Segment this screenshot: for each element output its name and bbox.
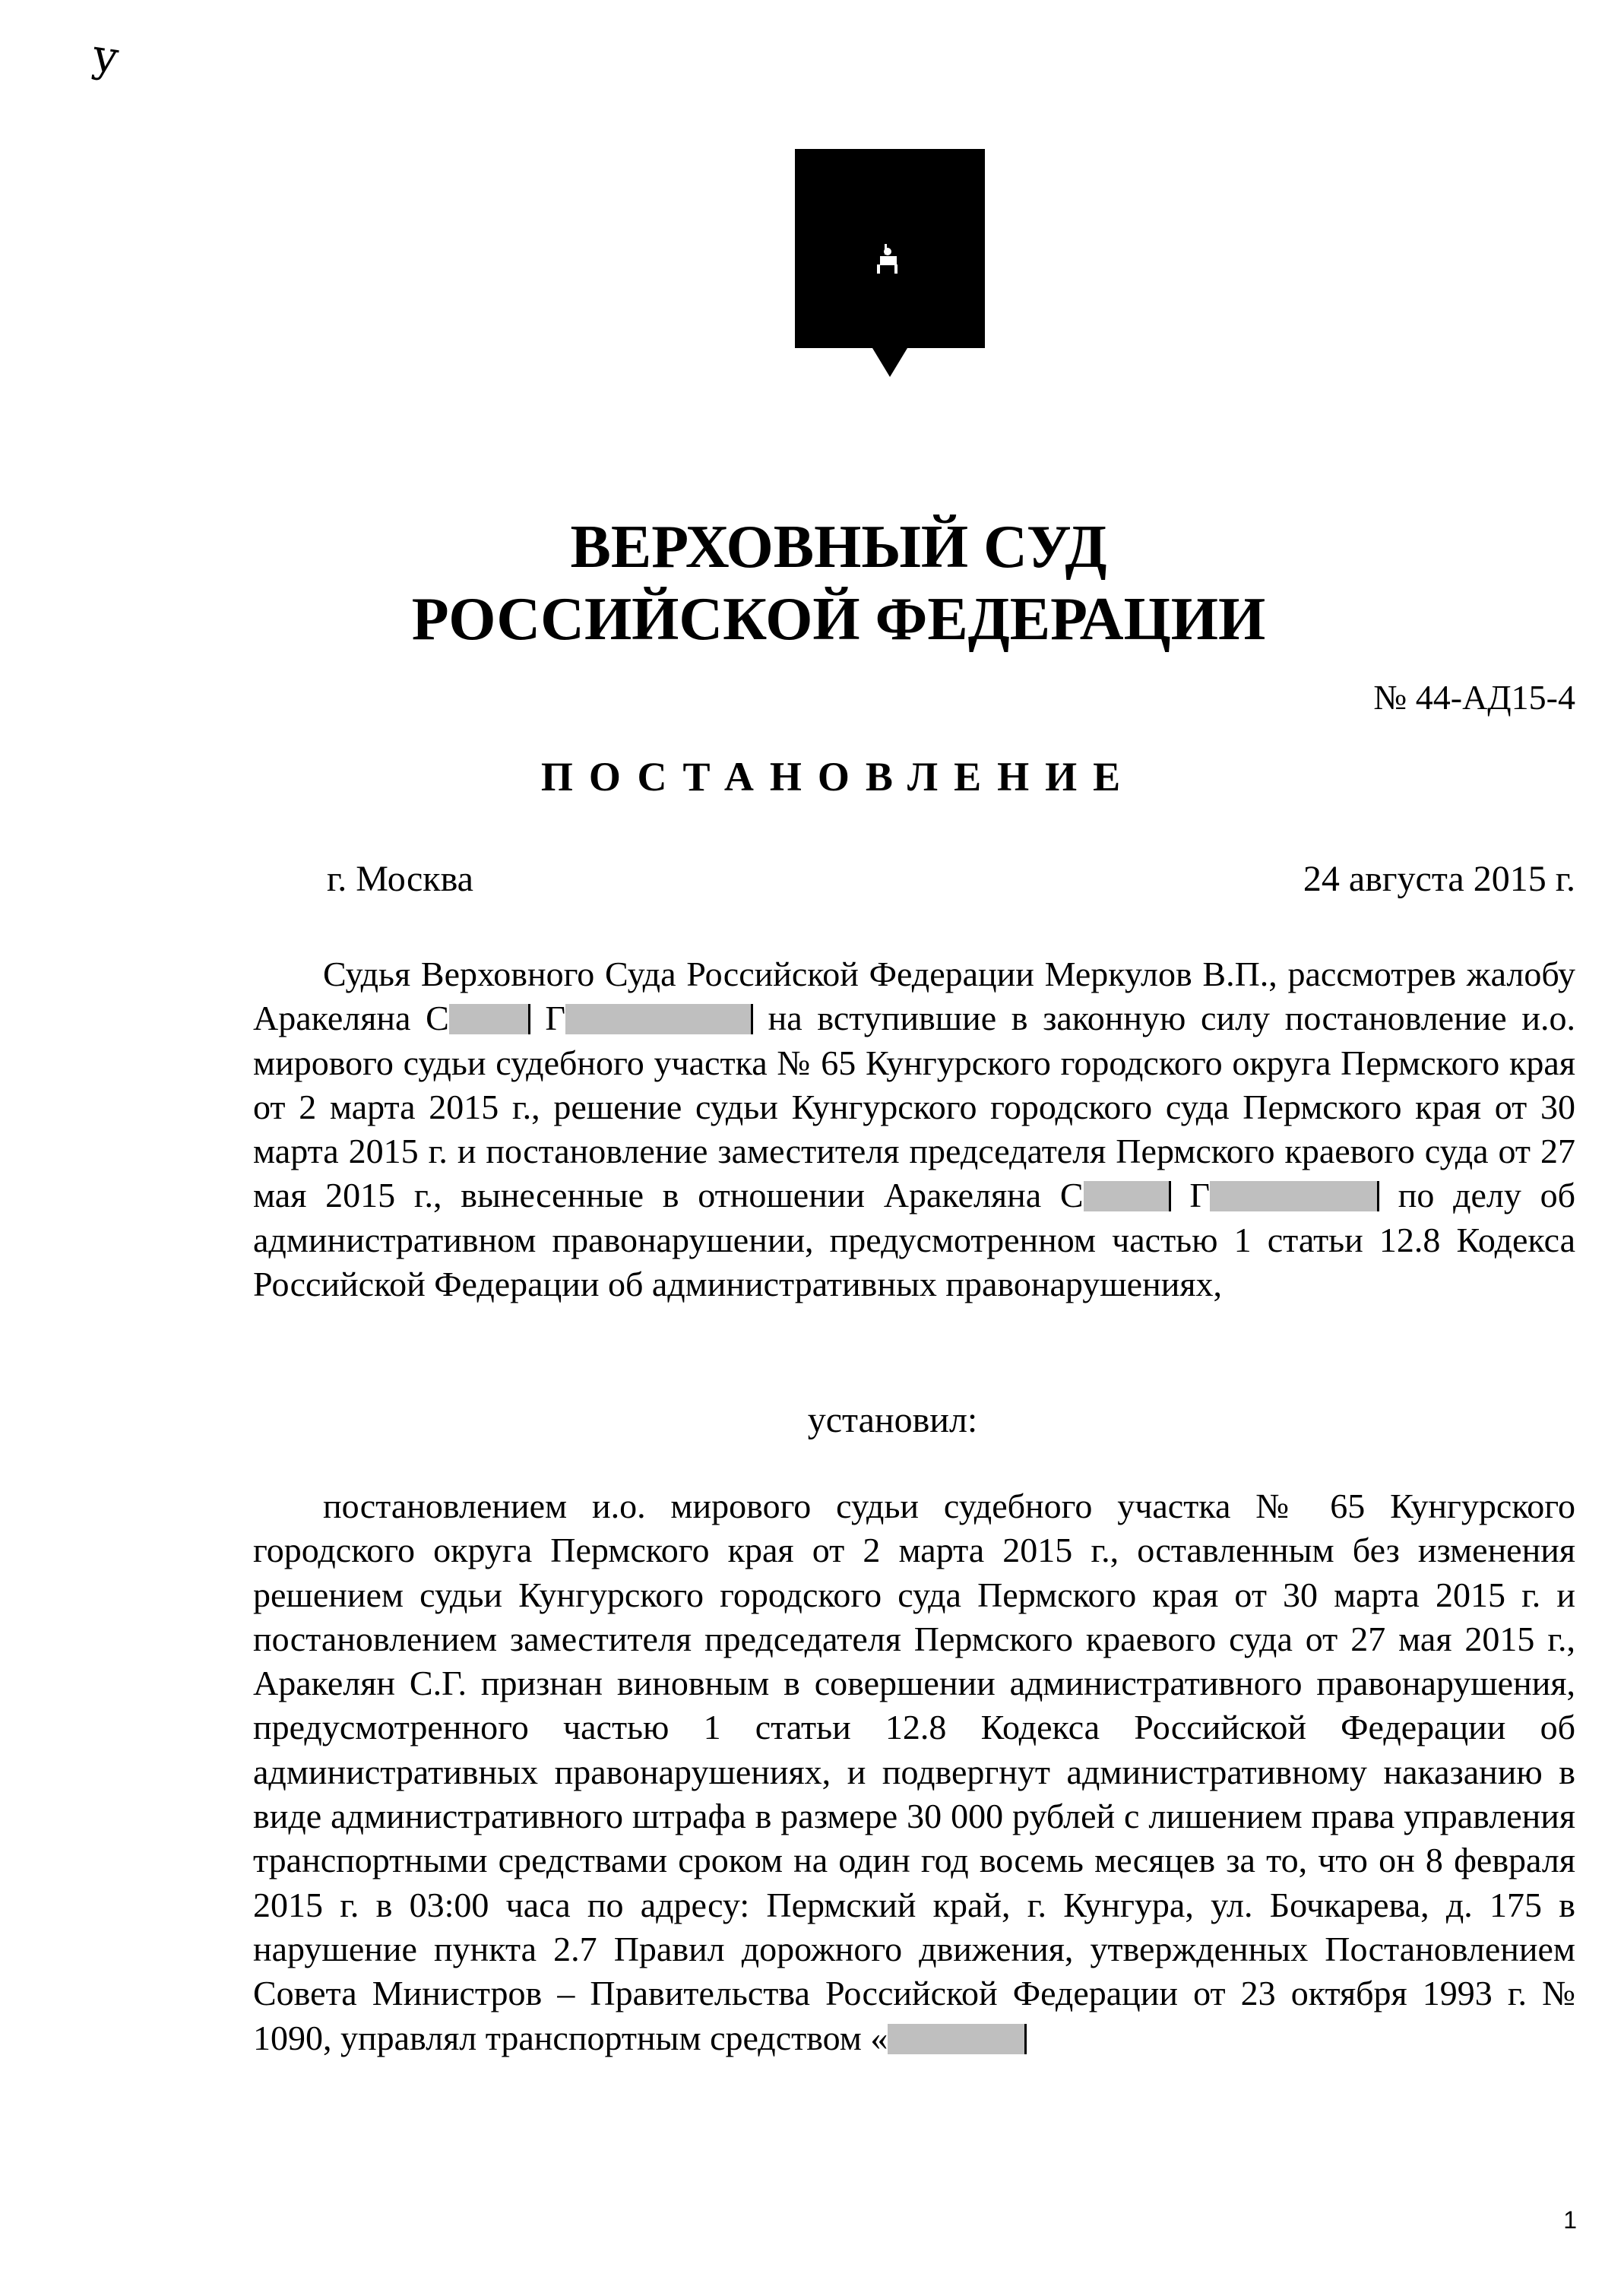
redaction-box [449, 1004, 530, 1034]
established-heading: установил: [807, 1400, 978, 1440]
handwritten-mark: у [89, 28, 122, 84]
intro-text-4: Г [1170, 1176, 1210, 1215]
redaction-box [1084, 1181, 1171, 1211]
case-number: № 44-АД15-4 [1373, 678, 1575, 717]
intro-paragraph [253, 952, 1575, 1306]
redaction-box [1210, 1181, 1379, 1211]
document-date: 24 августа 2015 г. [1303, 859, 1575, 899]
court-emblem [795, 149, 985, 377]
redaction-box [888, 2024, 1027, 2054]
intro-text-1: Судья Верховного Суда Российской Федерации Меркулов В.П., рассмотрев жалобу Аракеляна С [253, 955, 1575, 1038]
document-city: г. Москва [327, 859, 473, 899]
redaction-box [565, 1004, 753, 1034]
document-title: ПОСТАНОВЛЕНИЕ [540, 754, 1137, 800]
ruling-paragraph [253, 1484, 1575, 2060]
court-name-line-2: РОССИЙСКОЙ ФЕДЕРАЦИИ [411, 586, 1266, 653]
intro-text-3: на вступившие в законную силу постановление и.о. мирового судьи судебного участка № 65 Кунгурского городского округа Пермского края от 2 марта 2015 г., решение судьи Кунгурского городского суда Пермского края от 30 марта 2015 г. и постановление заместителя председателя Пермского краевого суда от 27 мая 2015 г., вынесенные в отношении Аракеляна С [253, 999, 1575, 1215]
ruling-text: постановлением и.о. мирового судьи судебного участка № 65 Кунгурского городского округа Пермского края от 2 марта 2015 г., оставленным без изменения решением судьи Кунгурского городского суда Пермского края от 30 марта 2015 г. и постановлением заместителя председателя Пермского краевого суда от 27 мая 2015 г., Аракелян С.Г. признан виновным в совершении административного правонарушения, предусмотренного частью 1 статьи 12.8 Кодекса Российской Федерации об административных правонарушениях, и подвергнут административному наказанию в виде административного штрафа в размере 30 000 рублей с лишением права управления транспортными средствами сроком на один год восемь месяцев за то, что он 8 февраля 2015 г. в 03:00 часа по адресу: Пермский край, г. Кунгура, ул. Бочкарева, д. 175 в нарушение пункта 2.7 Правил дорожного движения, утвержденных Постановлением Совета Министров – Правительства Российской Федерации от 23 октября 1993 г. № 1090, управлял транспортным средством « [253, 1487, 1575, 2057]
page-number: 1 [1563, 2206, 1577, 2234]
intro-text-2: Г [530, 999, 566, 1038]
court-name-line-1: ВЕРХОВНЫЙ СУД [570, 514, 1107, 581]
intro-text-5: по делу об административном правонарушении, предусмотренном частью 1 статьи 12.8 Кодекса Российской Федерации об административных правонарушениях, [253, 1176, 1575, 1304]
